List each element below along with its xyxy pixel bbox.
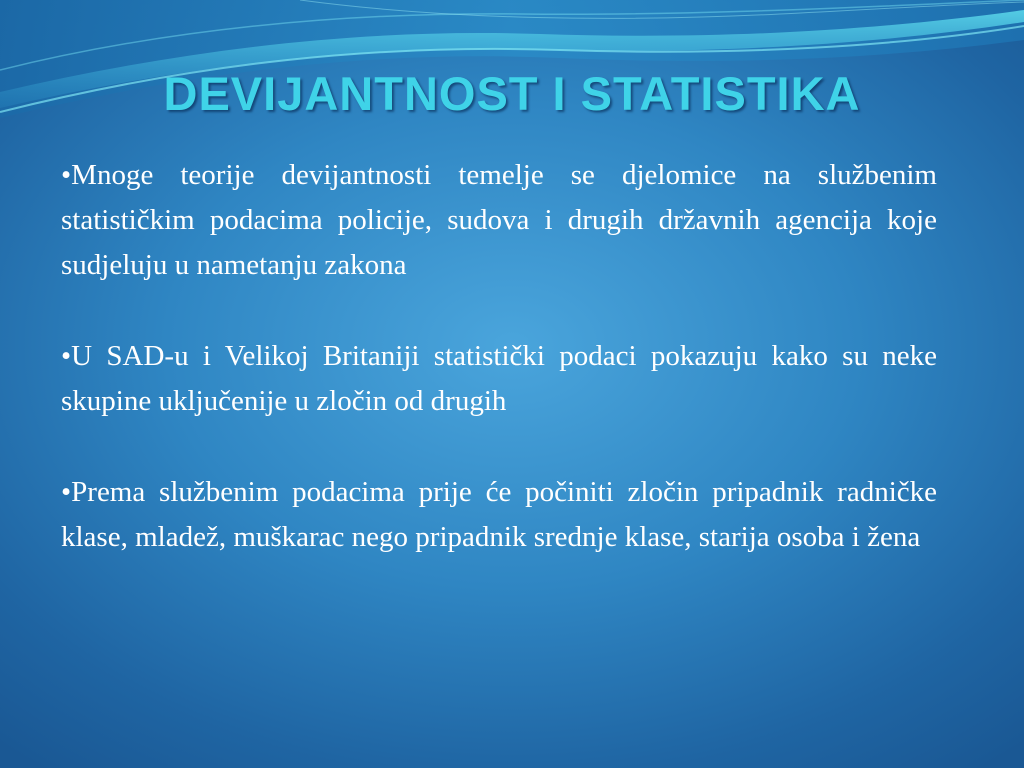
bullet-item-1: •Mnoge teorije devijantnosti temelje se djelomice na službenim statističkim podacima policije, sudova i drugih državnih agencija koje sudjeluju u nametanju zakona <box>61 159 937 281</box>
bullet-item-3: •Prema službenim podacima prije će počiniti zločin pripadnik radničke klase, mladež, muškarac nego pripadnik srednje klase, starija osoba i žena <box>61 476 937 553</box>
slide-title: DEVIJANTNOST I STATISTIKA <box>163 67 861 120</box>
slide-body <box>61 153 937 606</box>
bullet-item-2: •U SAD-u i Velikoj Britaniji statistički podaci pokazuju kako su neke skupine uključenije u zločin od drugih <box>61 340 937 417</box>
